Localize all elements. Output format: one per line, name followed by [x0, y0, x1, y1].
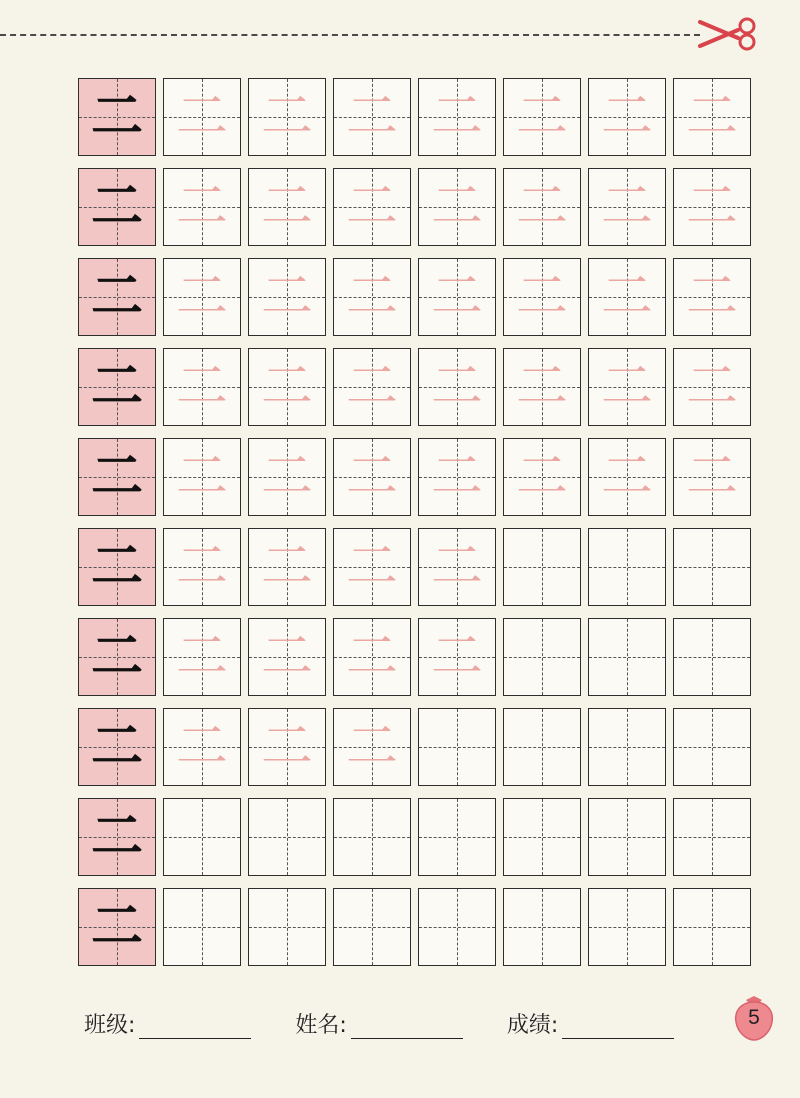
trace-character: 二	[175, 87, 228, 147]
trace-character: 二	[260, 357, 313, 417]
trace-cell[interactable]	[248, 168, 326, 246]
trace-cell[interactable]	[333, 708, 411, 786]
score-blank[interactable]	[562, 1016, 674, 1039]
trace-cell[interactable]	[163, 258, 241, 336]
trace-cell[interactable]	[588, 78, 666, 156]
model-character-cell[interactable]	[78, 168, 156, 246]
blank-writing-cell[interactable]	[503, 798, 581, 876]
trace-character: 二	[515, 87, 568, 147]
trace-cell[interactable]	[163, 168, 241, 246]
trace-cell[interactable]	[248, 438, 326, 516]
trace-character: 二	[685, 87, 738, 147]
trace-cell[interactable]	[503, 168, 581, 246]
trace-cell[interactable]	[163, 528, 241, 606]
blank-writing-cell[interactable]	[503, 528, 581, 606]
trace-character: 二	[345, 267, 398, 327]
trace-cell[interactable]	[333, 258, 411, 336]
trace-character: 二	[515, 267, 568, 327]
blank-writing-cell[interactable]	[503, 618, 581, 696]
trace-character: 二	[175, 177, 228, 237]
trace-cell[interactable]	[588, 258, 666, 336]
blank-writing-cell[interactable]	[248, 888, 326, 966]
blank-writing-cell[interactable]	[333, 888, 411, 966]
name-blank[interactable]	[351, 1016, 463, 1039]
trace-cell[interactable]	[503, 348, 581, 426]
trace-cell[interactable]	[418, 168, 496, 246]
trace-character: 二	[175, 267, 228, 327]
trace-cell[interactable]	[418, 348, 496, 426]
trace-cell[interactable]	[418, 528, 496, 606]
model-character: 二	[90, 627, 143, 687]
trace-character: 二	[175, 717, 228, 777]
trace-character: 二	[260, 717, 313, 777]
model-character-cell[interactable]	[78, 348, 156, 426]
model-character-cell[interactable]	[78, 618, 156, 696]
trace-character: 二	[515, 177, 568, 237]
trace-character: 二	[430, 537, 483, 597]
trace-character: 二	[600, 447, 653, 507]
trace-character: 二	[600, 177, 653, 237]
model-character: 二	[90, 537, 143, 597]
trace-character: 二	[600, 357, 653, 417]
blank-writing-cell[interactable]	[418, 708, 496, 786]
model-character-cell[interactable]	[78, 528, 156, 606]
trace-character: 二	[345, 87, 398, 147]
blank-writing-cell[interactable]	[418, 798, 496, 876]
model-character: 二	[90, 87, 143, 147]
trace-character: 二	[430, 627, 483, 687]
trace-cell[interactable]	[248, 348, 326, 426]
blank-writing-cell[interactable]	[503, 888, 581, 966]
trace-cell[interactable]	[673, 168, 751, 246]
trace-character: 二	[260, 627, 313, 687]
trace-character: 二	[600, 87, 653, 147]
scissors-icon	[698, 16, 762, 52]
trace-cell[interactable]	[418, 438, 496, 516]
trace-character: 二	[430, 87, 483, 147]
blank-writing-cell[interactable]	[673, 528, 751, 606]
trace-cell[interactable]	[163, 78, 241, 156]
trace-character: 二	[430, 267, 483, 327]
trace-cell[interactable]	[503, 438, 581, 516]
model-character-cell[interactable]	[78, 888, 156, 966]
blank-writing-cell[interactable]	[163, 798, 241, 876]
blank-writing-cell[interactable]	[673, 708, 751, 786]
trace-cell[interactable]	[418, 258, 496, 336]
trace-character: 二	[345, 177, 398, 237]
model-character: 二	[90, 357, 143, 417]
name-field[interactable]	[295, 1008, 462, 1039]
trace-cell[interactable]	[503, 258, 581, 336]
class-blank[interactable]	[139, 1016, 251, 1039]
blank-writing-cell[interactable]	[673, 618, 751, 696]
trace-character: 二	[345, 717, 398, 777]
model-character: 二	[90, 267, 143, 327]
trace-cell[interactable]	[673, 258, 751, 336]
class-label: 班级:	[84, 1013, 136, 1038]
trace-cell[interactable]	[333, 618, 411, 696]
blank-writing-cell[interactable]	[248, 798, 326, 876]
trace-character: 二	[515, 447, 568, 507]
model-character-cell[interactable]	[78, 708, 156, 786]
trace-character: 二	[685, 267, 738, 327]
trace-character: 二	[175, 627, 228, 687]
model-character: 二	[90, 897, 143, 957]
trace-cell[interactable]	[333, 78, 411, 156]
trace-cell[interactable]	[248, 708, 326, 786]
model-character-cell[interactable]	[78, 258, 156, 336]
blank-writing-cell[interactable]	[333, 798, 411, 876]
class-field[interactable]	[84, 1008, 251, 1039]
trace-cell[interactable]	[588, 168, 666, 246]
trace-character: 二	[175, 357, 228, 417]
model-character: 二	[90, 807, 143, 867]
model-character: 二	[90, 177, 143, 237]
practice-grid	[78, 78, 751, 966]
score-label: 成绩:	[506, 1013, 559, 1038]
trace-cell[interactable]	[333, 348, 411, 426]
trace-cell[interactable]	[248, 618, 326, 696]
trace-cell[interactable]	[503, 78, 581, 156]
trace-cell[interactable]	[333, 168, 411, 246]
model-character-cell[interactable]	[78, 78, 156, 156]
trace-character: 二	[260, 177, 313, 237]
trace-character: 二	[345, 447, 398, 507]
model-character: 二	[90, 447, 143, 507]
cut-line	[0, 34, 700, 36]
trace-character: 二	[685, 447, 738, 507]
trace-character: 二	[260, 87, 313, 147]
trace-cell[interactable]	[333, 438, 411, 516]
trace-character: 二	[600, 267, 653, 327]
trace-character: 二	[175, 537, 228, 597]
trace-character: 二	[260, 537, 313, 597]
trace-character: 二	[175, 447, 228, 507]
model-character-cell[interactable]	[78, 798, 156, 876]
trace-character: 二	[345, 627, 398, 687]
blank-writing-cell[interactable]	[673, 798, 751, 876]
model-character: 二	[90, 717, 143, 777]
trace-cell[interactable]	[333, 528, 411, 606]
blank-writing-cell[interactable]	[503, 708, 581, 786]
trace-cell[interactable]	[588, 438, 666, 516]
trace-character: 二	[260, 447, 313, 507]
trace-cell[interactable]	[248, 78, 326, 156]
trace-character: 二	[345, 357, 398, 417]
trace-character: 二	[430, 357, 483, 417]
blank-writing-cell[interactable]	[163, 888, 241, 966]
blank-writing-cell[interactable]	[588, 708, 666, 786]
trace-character: 二	[430, 447, 483, 507]
page-number: 5	[748, 1006, 760, 1029]
blank-writing-cell[interactable]	[673, 888, 751, 966]
trace-cell[interactable]	[163, 618, 241, 696]
trace-cell[interactable]	[248, 528, 326, 606]
trace-character: 二	[515, 357, 568, 417]
trace-cell[interactable]	[418, 618, 496, 696]
student-info	[84, 1008, 718, 1039]
blank-writing-cell[interactable]	[588, 798, 666, 876]
trace-cell[interactable]	[673, 348, 751, 426]
model-character-cell[interactable]	[78, 438, 156, 516]
trace-cell[interactable]	[163, 708, 241, 786]
trace-cell[interactable]	[588, 348, 666, 426]
trace-character: 二	[345, 537, 398, 597]
trace-character: 二	[685, 177, 738, 237]
trace-cell[interactable]	[418, 78, 496, 156]
score-field[interactable]	[507, 1008, 674, 1039]
trace-cell[interactable]	[163, 348, 241, 426]
blank-writing-cell[interactable]	[588, 528, 666, 606]
trace-character: 二	[685, 357, 738, 417]
blank-writing-cell[interactable]	[588, 888, 666, 966]
name-label: 姓名:	[295, 1013, 347, 1038]
trace-cell[interactable]	[163, 438, 241, 516]
trace-cell[interactable]	[248, 258, 326, 336]
trace-character: 二	[430, 177, 483, 237]
trace-character: 二	[260, 267, 313, 327]
trace-cell[interactable]	[673, 78, 751, 156]
trace-cell[interactable]	[673, 438, 751, 516]
blank-writing-cell[interactable]	[418, 888, 496, 966]
blank-writing-cell[interactable]	[588, 618, 666, 696]
